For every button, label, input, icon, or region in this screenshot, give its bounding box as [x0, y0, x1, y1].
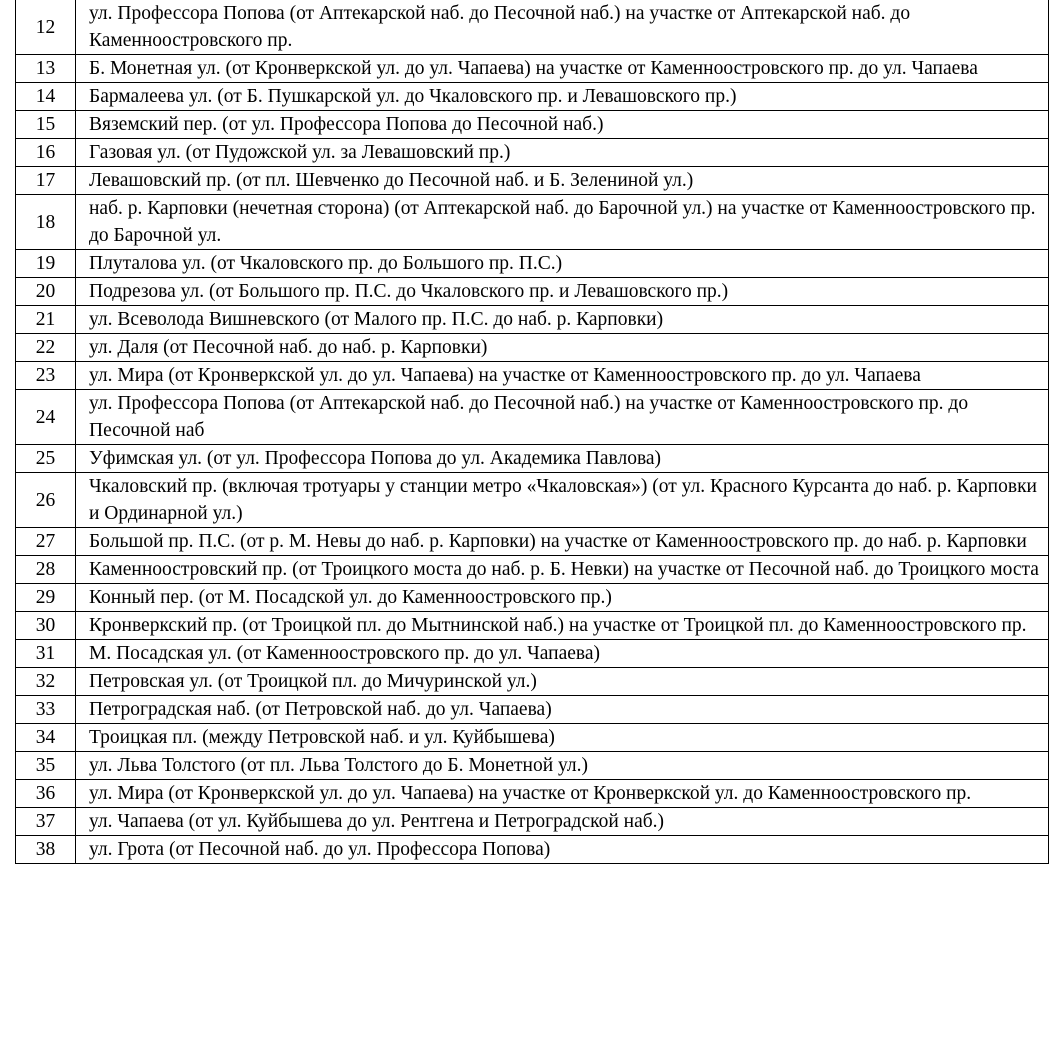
- street-description: Плуталова ул. (от Чкаловского пр. до Большого пр. П.С.): [76, 250, 1049, 278]
- table-row: [16, 362, 1049, 390]
- streets-table: [15, 0, 1049, 864]
- row-number: 13: [16, 55, 76, 83]
- row-number: 17: [16, 167, 76, 195]
- table-row: [16, 752, 1049, 780]
- table-row: [16, 724, 1049, 752]
- row-number: 24: [16, 390, 76, 445]
- table-row: [16, 836, 1049, 864]
- street-description: ул. Профессора Попова (от Аптекарской наб. до Песочной наб.) на участке от Аптекарской наб. до Каменноостровского пр.: [76, 0, 1049, 55]
- street-description: Газовая ул. (от Пудожской ул. за Левашовский пр.): [76, 139, 1049, 167]
- table-row: [16, 612, 1049, 640]
- row-number: 36: [16, 780, 76, 808]
- street-description: Кронверкский пр. (от Троицкой пл. до Мытнинской наб.) на участке от Троицкой пл. до Каменноостровского пр.: [76, 612, 1049, 640]
- street-description: Большой пр. П.С. (от р. М. Невы до наб. р. Карповки) на участке от Каменноостровского пр. до наб. р. Карповки: [76, 528, 1049, 556]
- row-number: 37: [16, 808, 76, 836]
- table-row: [16, 306, 1049, 334]
- street-description: Уфимская ул. (от ул. Профессора Попова до ул. Академика Павлова): [76, 445, 1049, 473]
- street-description: Бармалеева ул. (от Б. Пушкарской ул. до Чкаловского пр. и Левашовского пр.): [76, 83, 1049, 111]
- table-row: [16, 640, 1049, 668]
- street-description: Б. Монетная ул. (от Кронверкской ул. до ул. Чапаева) на участке от Каменноостровского пр. до ул. Чапаева: [76, 55, 1049, 83]
- street-description: Троицкая пл. (между Петровской наб. и ул. Куйбышева): [76, 724, 1049, 752]
- table-row: [16, 334, 1049, 362]
- street-description: ул. Всеволода Вишневского (от Малого пр. П.С. до наб. р. Карповки): [76, 306, 1049, 334]
- street-description: ул. Даля (от Песочной наб. до наб. р. Карповки): [76, 334, 1049, 362]
- row-number: 21: [16, 306, 76, 334]
- table-row: [16, 55, 1049, 83]
- table-row: [16, 195, 1049, 250]
- row-number: 29: [16, 584, 76, 612]
- row-number: 15: [16, 111, 76, 139]
- street-description: Подрезова ул. (от Большого пр. П.С. до Чкаловского пр. и Левашовского пр.): [76, 278, 1049, 306]
- row-number: 32: [16, 668, 76, 696]
- table-row: [16, 473, 1049, 528]
- row-number: 34: [16, 724, 76, 752]
- row-number: 26: [16, 473, 76, 528]
- row-number: 22: [16, 334, 76, 362]
- street-description: Чкаловский пр. (включая тротуары у станции метро «Чкаловская») (от ул. Красного Курсанта до наб. р. Карповки и Ординарной ул.): [76, 473, 1049, 528]
- row-number: 30: [16, 612, 76, 640]
- street-description: наб. р. Карповки (нечетная сторона) (от Аптекарской наб. до Барочной ул.) на участке от Каменноостровского пр. до Барочной ул.: [76, 195, 1049, 250]
- row-number: 35: [16, 752, 76, 780]
- street-description: Вяземский пер. (от ул. Профессора Попова до Песочной наб.): [76, 111, 1049, 139]
- table-row: [16, 556, 1049, 584]
- table-row: [16, 445, 1049, 473]
- row-number: 31: [16, 640, 76, 668]
- table-row: [16, 668, 1049, 696]
- row-number: 38: [16, 836, 76, 864]
- table-row: [16, 808, 1049, 836]
- table-row: [16, 390, 1049, 445]
- table-row: [16, 0, 1049, 55]
- table-row: [16, 167, 1049, 195]
- street-description: ул. Чапаева (от ул. Куйбышева до ул. Рентгена и Петроградской наб.): [76, 808, 1049, 836]
- street-description: ул. Мира (от Кронверкской ул. до ул. Чапаева) на участке от Каменноостровского пр. до ул. Чапаева: [76, 362, 1049, 390]
- table-row: [16, 696, 1049, 724]
- row-number: 25: [16, 445, 76, 473]
- street-description: Конный пер. (от М. Посадской ул. до Каменноостровского пр.): [76, 584, 1049, 612]
- row-number: 28: [16, 556, 76, 584]
- street-description: Петроградская наб. (от Петровской наб. до ул. Чапаева): [76, 696, 1049, 724]
- street-description: Левашовский пр. (от пл. Шевченко до Песочной наб. и Б. Зелениной ул.): [76, 167, 1049, 195]
- row-number: 16: [16, 139, 76, 167]
- street-description: Каменноостровский пр. (от Троицкого моста до наб. р. Б. Невки) на участке от Песочной наб. до Троицкого моста: [76, 556, 1049, 584]
- row-number: 27: [16, 528, 76, 556]
- street-description: Петровская ул. (от Троицкой пл. до Мичуринской ул.): [76, 668, 1049, 696]
- table-row: [16, 780, 1049, 808]
- table-row: [16, 250, 1049, 278]
- street-description: ул. Профессора Попова (от Аптекарской наб. до Песочной наб.) на участке от Каменноостровского пр. до Песочной наб: [76, 390, 1049, 445]
- street-description: ул. Льва Толстого (от пл. Льва Толстого до Б. Монетной ул.): [76, 752, 1049, 780]
- row-number: 18: [16, 195, 76, 250]
- street-description: М. Посадская ул. (от Каменноостровского пр. до ул. Чапаева): [76, 640, 1049, 668]
- street-description: ул. Мира (от Кронверкской ул. до ул. Чапаева) на участке от Кронверкской ул. до Каменноостровского пр.: [76, 780, 1049, 808]
- street-description: ул. Грота (от Песочной наб. до ул. Профессора Попова): [76, 836, 1049, 864]
- row-number: 33: [16, 696, 76, 724]
- table-row: [16, 83, 1049, 111]
- table-row: [16, 111, 1049, 139]
- table-row: [16, 278, 1049, 306]
- table-row: [16, 139, 1049, 167]
- row-number: 14: [16, 83, 76, 111]
- table-row: [16, 528, 1049, 556]
- row-number: 20: [16, 278, 76, 306]
- row-number: 12: [16, 0, 76, 55]
- row-number: 23: [16, 362, 76, 390]
- streets-table-body: [16, 0, 1049, 864]
- row-number: 19: [16, 250, 76, 278]
- table-row: [16, 584, 1049, 612]
